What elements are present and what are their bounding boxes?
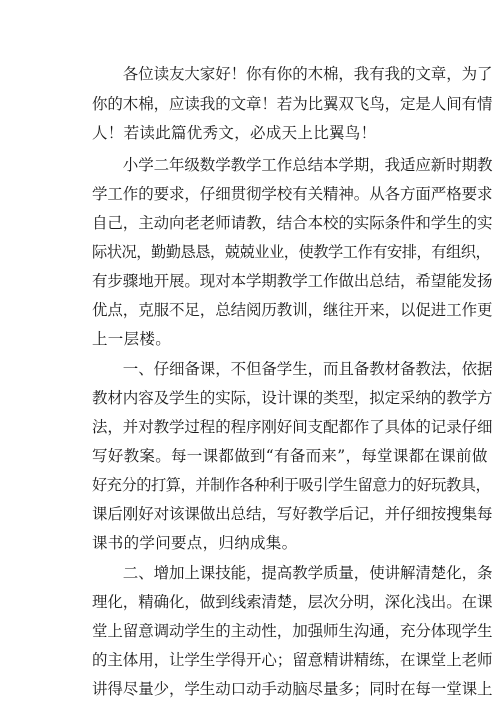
paragraph-intro-line-6: 优点，克服不足，总结阅历教训，继往开来，以促进工作更: [92, 301, 493, 319]
paragraph-section-1-line-4: 写好教案。每一课都做到“有备而来”，每堂课都在课前做: [92, 447, 488, 465]
paragraph-intro-line-1: 小学二年级数学教学工作总结本学期，我适应新时期教: [92, 156, 493, 174]
paragraph-section-2-line-2: 理化，精确化，做到线索清楚，层次分明，深化浅出。在课: [92, 593, 493, 611]
paragraph-intro-line-2: 学工作的要求，仔细贯彻学校有关精神。从各方面严格要求: [92, 185, 493, 203]
paragraph-section-1-line-7: 课书的学问要点，归纳成集。: [92, 534, 298, 552]
paragraph-section-1-line-1: 一、仔细备课，不但备学生，而且备教材备教法，依据: [92, 360, 493, 378]
paragraph-section-1-line-5: 好充分的打算，并制作各种利于吸引学生留意力的好玩教具，: [92, 476, 491, 494]
paragraph-greeting-line-1: 各位读友大家好！你有你的木棉，我有我的文章，为了: [92, 65, 493, 83]
paragraph-intro-line-7: 上一层楼。: [92, 330, 172, 348]
paragraph-greeting-line-3: 人！若读此篇优秀文，必成天上比翼鸟！: [92, 124, 377, 142]
paragraph-section-1-line-6: 课后刚好对该课做出总结，写好教学后记，并仔细按搜集每: [92, 505, 493, 523]
paragraph-intro-line-5: 有步骤地开展。现对本学期教学工作做出总结，希望能发扬: [92, 272, 493, 290]
paragraph-section-2-line-3: 堂上留意调动学生的主动性，加强师生沟通，充分体现学生: [92, 622, 493, 640]
paragraph-section-1-line-2: 教材内容及学生的实际，设计课的类型，拟定采纳的教学方: [92, 389, 493, 407]
paragraph-section-2-line-4: 的主体用，让学生学得开心；留意精讲精练，在课堂上老师: [92, 651, 493, 669]
paragraph-intro-line-4: 际状况，勤勤恳恳，兢兢业业，使教学工作有安排，有组织，: [92, 243, 491, 261]
paragraph-intro-line-3: 自己，主动向老老师请教，结合本校的实际条件和学生的实: [92, 214, 493, 232]
paragraph-section-2-line-1: 二、增加上课技能，提高教学质量，使讲解清楚化，条: [92, 564, 493, 582]
paragraph-section-2-line-5: 讲得尽量少，学生动口动手动脑尽量多；同时在每一堂课上: [92, 680, 493, 698]
paragraph-section-1-line-3: 法，并对教学过程的程序刚好间支配都作了具体的记录仔细: [92, 418, 493, 436]
paragraph-greeting-line-2: 你的木棉，应读我的文章！若为比翼双飞鸟，定是人间有情: [92, 95, 493, 113]
